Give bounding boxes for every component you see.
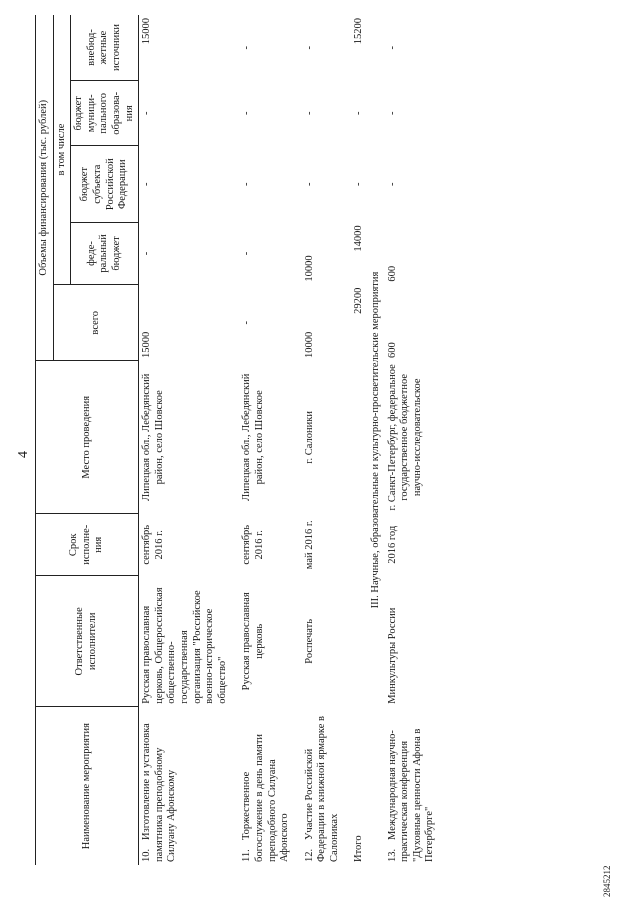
row-offbudget: - <box>386 46 398 50</box>
row-number: 13. <box>386 848 398 862</box>
section-title: III. Научные, образовательные и культурно-просветительские мероприятия <box>370 271 382 609</box>
total-federal: 14000 <box>353 225 365 252</box>
row-place: Липецкая обл., Лебедянский район, село Шовское <box>241 373 265 501</box>
total-offbudget: 15200 <box>353 18 365 45</box>
table-row <box>385 15 439 865</box>
row-name: Международная научно-практическая конференция "Духовные ценности Афона в Петербурге" <box>386 728 436 862</box>
header-name: Наименование мероприятия <box>36 707 139 865</box>
row-federal: 10000 <box>303 255 315 282</box>
total-label: Итого <box>353 835 365 862</box>
row-executors: Роспечать <box>303 618 315 664</box>
table-row <box>231 15 293 865</box>
row-offbudget: 15000 <box>141 18 153 45</box>
row-number: 12. <box>303 848 315 862</box>
row-total: 15000 <box>141 331 153 358</box>
header-federal: феде-ральный бюджет <box>71 222 139 284</box>
header-total: всего <box>53 285 139 361</box>
header-offbudget: внебюд-жетные источники <box>71 15 139 81</box>
header-including: в том числе <box>53 15 71 285</box>
header-place: Место проведения <box>36 361 139 514</box>
header-municipal: бюджет муници-пального образова-ния <box>71 81 139 146</box>
page-number: 4 <box>16 451 31 458</box>
total-subject: - <box>353 182 365 186</box>
row-executors: Русская православная церковь <box>241 592 265 691</box>
header-deadline: Срок исполне-ния <box>36 514 139 576</box>
row-deadline: май 2016 г. <box>303 520 315 570</box>
row-name: Участие Российской Федерации в книжной ярмарке в Салониках <box>303 716 340 862</box>
row-number: 11. <box>241 849 253 862</box>
row-subject: - <box>141 182 153 186</box>
row-executors: Русская православная церковь, Общероссийская общественно-государственная организация "Российское военно-историческое общество" <box>141 587 228 704</box>
row-federal: 600 <box>386 265 398 282</box>
row-federal: - <box>241 251 253 256</box>
row-subject: - <box>303 182 315 186</box>
total-row <box>343 15 368 865</box>
header-subject: бюджет субъекта Российской Федерации <box>71 146 139 222</box>
header-funding: Объемы финансирования (тыс. рублей) <box>36 15 54 361</box>
row-deadline: сентябрь 2016 г. <box>241 524 265 565</box>
row-subject: - <box>386 182 398 186</box>
document-id: 2845212 <box>602 865 612 897</box>
row-municipal: - <box>141 111 153 116</box>
row-municipal: - <box>303 111 315 116</box>
row-offbudget: - <box>303 46 315 50</box>
row-name: Изготовление и установка памятника преподобному Силуану Афонскому <box>141 723 178 862</box>
header-executors: Ответственные исполнители <box>36 576 139 707</box>
row-subject: - <box>241 182 253 186</box>
table-row <box>294 15 344 865</box>
total-municipal: - <box>353 111 365 116</box>
row-deadline: сентябрь 2016 г. <box>141 524 165 565</box>
row-offbudget: - <box>241 46 253 50</box>
table-row <box>139 15 232 865</box>
row-executors: Минкультуры России <box>386 607 398 704</box>
section-row <box>368 15 385 865</box>
row-total: 600 <box>386 342 398 358</box>
row-place: Липецкая обл., Лебедянский район, село Шовское <box>141 373 165 501</box>
row-place: г. Санкт-Петербург, федеральное государственное бюджетное научно-исследовательское <box>386 364 423 511</box>
row-total: - <box>241 321 253 325</box>
row-total: 10000 <box>303 331 315 358</box>
total-sum: 29200 <box>353 287 365 314</box>
row-number: 10. <box>141 848 153 862</box>
row-deadline: 2016 год <box>386 525 398 564</box>
events-table <box>35 15 439 865</box>
row-place: г. Салоники <box>303 411 315 464</box>
row-municipal: - <box>386 111 398 116</box>
row-name: Торжественное богослужение в день памяти преподобного Силуана Афонского <box>241 733 291 862</box>
row-municipal: - <box>241 111 253 116</box>
row-federal: - <box>141 251 153 256</box>
